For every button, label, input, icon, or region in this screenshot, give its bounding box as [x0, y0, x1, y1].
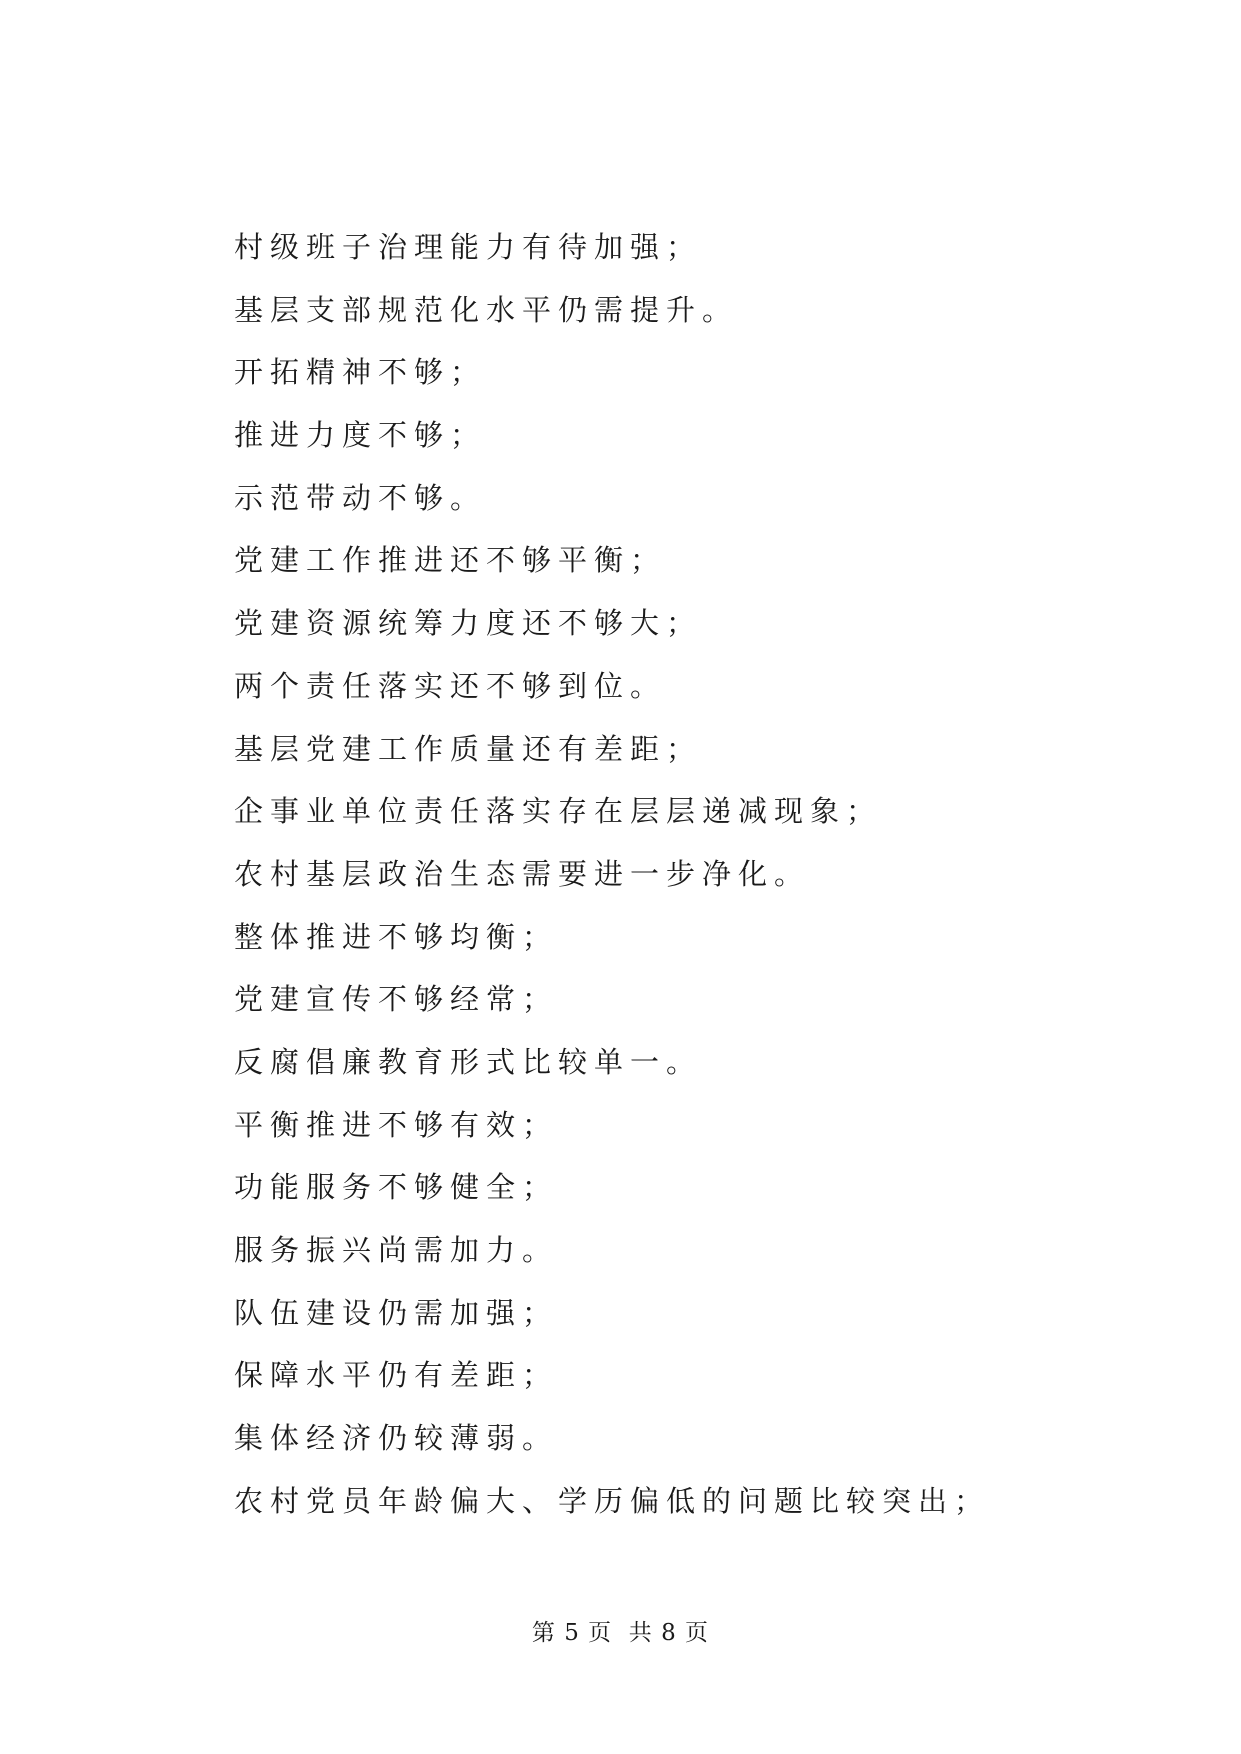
text-line: 集体经济仍较薄弱。	[234, 1421, 559, 1456]
text-line: 队伍建设仍需加强；	[234, 1295, 559, 1330]
text-line: 农村党员年龄偏大、学历偏低的问题比较突出；	[234, 1483, 991, 1518]
text-line: 保障水平仍有差距；	[234, 1358, 559, 1393]
text-line: 反腐倡廉教育形式比较单一。	[234, 1044, 703, 1079]
text-line: 示范带动不够。	[234, 480, 487, 515]
text-line: 平衡推进不够有效；	[234, 1107, 559, 1142]
text-line: 整体推进不够均衡；	[234, 919, 559, 954]
text-line: 党建宣传不够经常；	[234, 982, 559, 1017]
text-line: 基层支部规范化水平仍需提升。	[234, 292, 739, 327]
text-line: 农村基层政治生态需要进一步净化。	[234, 856, 811, 891]
text-line: 推进力度不够；	[234, 418, 487, 453]
page-number-footer: 第 5 页 共 8 页	[531, 1620, 710, 1646]
text-line: 基层党建工作质量还有差距；	[234, 731, 703, 766]
text-line: 党建资源统筹力度还不够大；	[234, 606, 703, 641]
text-line: 村级班子治理能力有待加强；	[234, 230, 703, 264]
text-line: 服务振兴尚需加力。	[234, 1233, 559, 1267]
text-line: 开拓精神不够；	[234, 355, 487, 390]
text-line: 党建工作推进还不够平衡；	[234, 543, 667, 578]
text-line: 功能服务不够健全；	[234, 1170, 559, 1205]
text-body	[234, 232, 990, 1548]
text-line: 企事业单位责任落实存在层层递减现象；	[234, 794, 883, 829]
text-line: 两个责任落实还不够到位。	[234, 668, 667, 703]
